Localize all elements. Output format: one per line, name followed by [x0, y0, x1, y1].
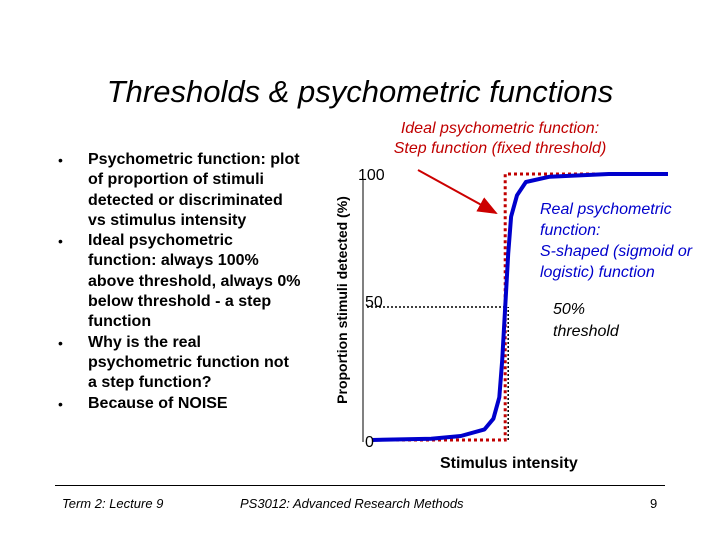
y-tick-label-0: 0	[365, 434, 374, 451]
y-axis-label: Proportion stimuli detected (%)	[334, 196, 350, 404]
footer-course: PS3012: Advanced Research Methods	[240, 496, 464, 511]
bullet-marker: •	[58, 395, 63, 412]
bullet-text: Because of NOISE	[88, 394, 228, 412]
footer-divider	[55, 485, 665, 486]
bullet-text: Why is the real psychometric function not a step function?	[88, 333, 289, 392]
threshold-annotation: 50% threshold	[553, 301, 619, 340]
slide-title: Thresholds & psychometric functions	[106, 74, 614, 109]
y-tick-label-100: 100	[358, 167, 385, 184]
x-axis-label: Stimulus intensity	[440, 455, 578, 472]
arrow-icon	[418, 170, 496, 213]
bullet-marker: •	[58, 152, 63, 168]
footer-lecture: Term 2: Lecture 9	[62, 496, 164, 511]
real-function-annotation: Real psychometric function: S-shaped (sigmoid or logistic) function	[540, 201, 693, 281]
bullet-marker: •	[58, 233, 63, 250]
ideal-function-annotation: Ideal psychometric function: Step function (fixed threshold)	[393, 120, 607, 157]
bullet-marker: •	[58, 334, 63, 351]
bullet-text: Psychometric function: plot of proportion of stimuli detected or discriminated vs stimulus intensity	[88, 151, 300, 229]
bullet-text: Ideal psychometric function: always 100% above threshold, always 0% below threshold - a step function	[88, 232, 301, 331]
footer-page-number: 9	[650, 496, 658, 511]
y-tick-label-50: 50	[365, 294, 383, 311]
